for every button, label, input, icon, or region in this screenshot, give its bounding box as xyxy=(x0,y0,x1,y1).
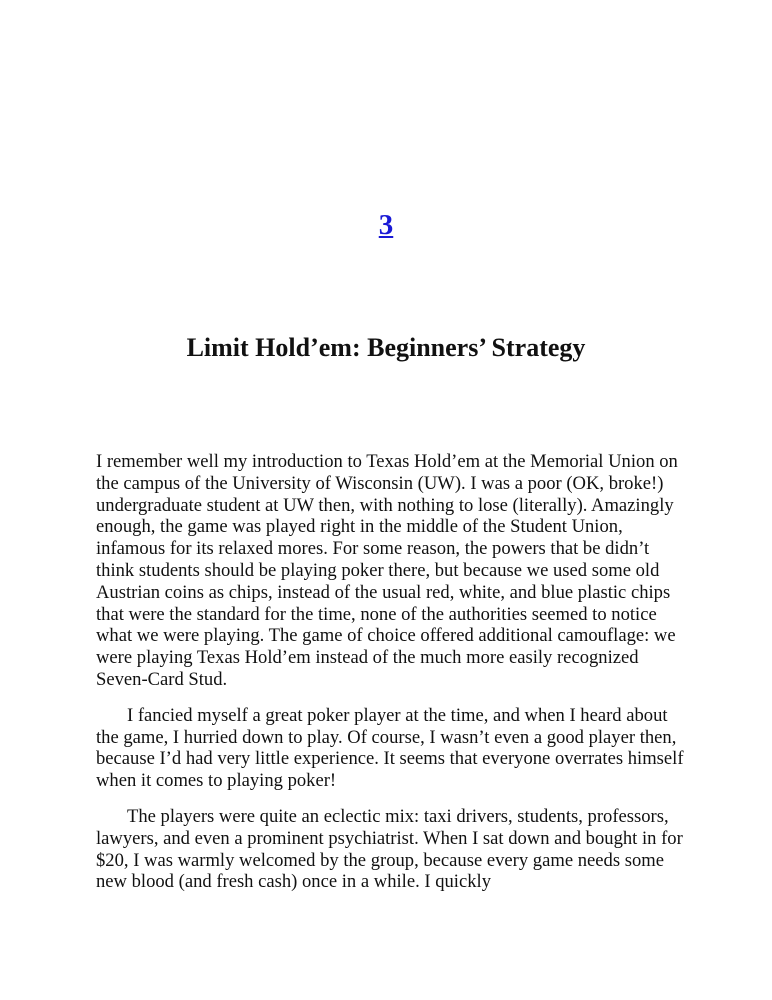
chapter-number-link[interactable]: 3 xyxy=(378,209,394,241)
paragraph-3: The players were quite an eclectic mix: taxi drivers, students, professors, lawyers, and even a prominent psychiatrist. When I sat down and bought in for $20, I was warmly welcomed by the group, because every game needs some new blood (and fresh cash) once in a while. I quickly xyxy=(96,805,683,893)
paragraph-1: I remember well my introduction to Texas Hold’em at the Memorial Union on the campus of the University of Wisconsin (UW). I was a poor (OK, broke!) undergraduate student at UW then, with nothing to lose (literally). Amazingly enough, the game was played right in the middle of the Student Union, infamous for its relaxed mores. For some reason, the powers that be didn’t think students should be playing poker there, but because we used some old Austrian coins as chips, instead of the usual red, white, and blue plastic chips that were the standard for the time, none of the authorities seemed to notice what we were playing. The game of choice offered additional camouflage: we were playing Texas Hold’em instead of the much more easily recognized Seven-Card Stud. xyxy=(96,451,678,690)
paragraph-2: I fancied myself a great poker player at the time, and when I heard about the game, I hurried down to play. Of course, I wasn’t even a good player then, because I’d had very little experience. It seems that everyone overrates himself when it comes to playing poker! xyxy=(96,704,684,792)
chapter-title: Limit Hold’em: Beginners’ Strategy xyxy=(186,333,586,362)
chapter-body xyxy=(96,451,686,907)
chapter-number xyxy=(0,208,772,242)
